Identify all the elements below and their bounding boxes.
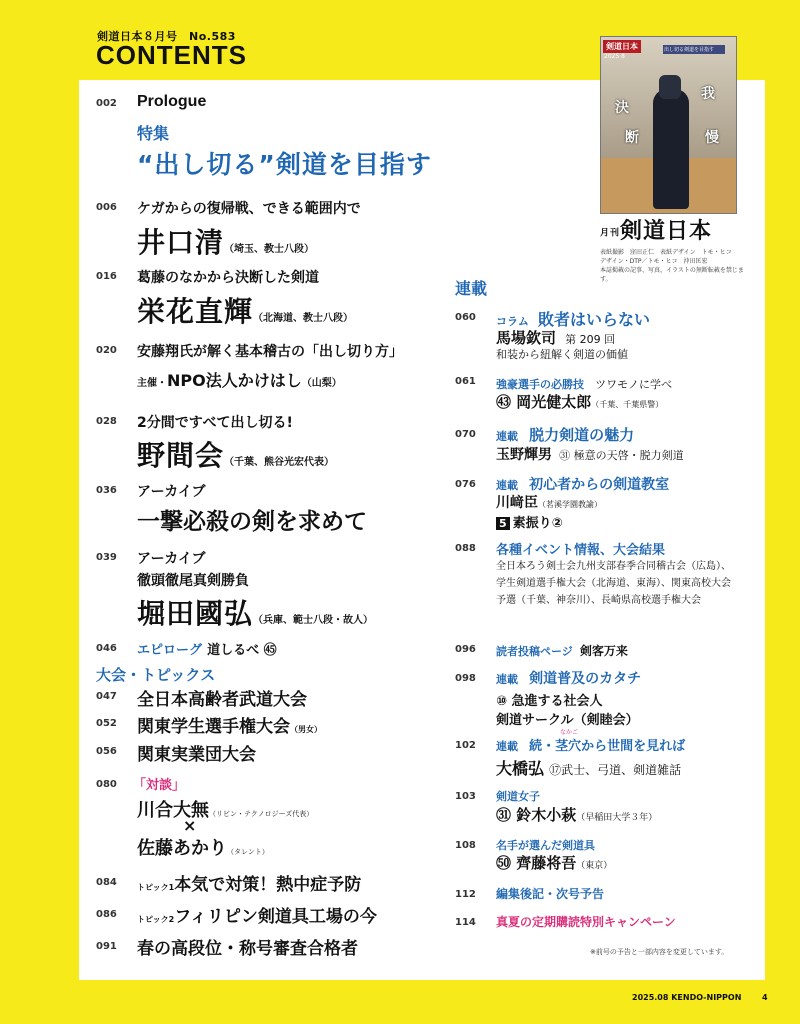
serial-line — [496, 327, 615, 348]
author-meta: （茗溪学園教諭） — [538, 500, 602, 509]
article-meta: （山梨） — [301, 378, 342, 389]
topic-label: トピック1 — [137, 883, 175, 892]
topic-link[interactable] — [137, 902, 377, 927]
article-name: 野間会 — [137, 439, 225, 472]
page-num: 098 — [455, 673, 476, 684]
cover-title-text: 剣道日本 — [620, 218, 713, 244]
cover-headline: 出し切る剣道を目指す — [663, 45, 725, 54]
editorial-link[interactable]: 編集後記・次号予告 — [496, 887, 605, 901]
serial-label[interactable]: 名手が選んだ剣道具 — [496, 839, 595, 852]
serial-title-row[interactable] — [496, 373, 672, 392]
epilogue-link[interactable] — [137, 639, 277, 658]
page-num: 088 — [455, 543, 476, 554]
article-meta: （千葉、熊谷光宏代表） — [224, 457, 335, 468]
serial-sublabel: ツワモノに学べ — [595, 378, 672, 391]
article-subtitle: アーカイブ — [137, 484, 206, 500]
serial-title-row[interactable] — [496, 668, 641, 688]
cover-figure-head — [659, 75, 681, 99]
serial-title-row[interactable] — [496, 424, 634, 445]
article-subtitle: アーカイブ — [137, 551, 206, 567]
cover-char: 決 — [615, 100, 629, 116]
article-link[interactable] — [137, 592, 373, 632]
page-num: 028 — [96, 416, 117, 427]
tournament-link[interactable]: 全日本高齢者武道大会 — [137, 690, 307, 710]
serial-heading: 連載 — [455, 279, 488, 298]
serial-label: コラム — [496, 315, 529, 328]
author-name: ㉛ 鈴木小萩 — [496, 806, 577, 824]
campaign-link[interactable]: 真夏の定期購読特別キャンペーン — [496, 915, 676, 929]
serial-line — [496, 391, 663, 412]
person-name: 川合大無 — [137, 800, 209, 821]
article-name: 井口清 — [137, 226, 225, 259]
tournament-link[interactable]: 関東実業団大会 — [137, 745, 256, 765]
credit-line: 表紙撮影 窪田正仁 表紙デザイン トモ・ヒコ — [600, 249, 732, 256]
author-name: ㊿ 齊藤将吾 — [496, 854, 577, 872]
topic-link[interactable]: 春の高段位・称号審査合格者 — [137, 939, 358, 959]
article-meta: （兵庫、範士八段・故人） — [253, 615, 374, 626]
article-link[interactable]: 一撃必殺の剣を求めて — [137, 509, 367, 535]
tournament-title: 関東学生選手権大会 — [137, 717, 290, 737]
serial-title: 剣客万来 — [579, 644, 628, 658]
page-num: 102 — [455, 740, 476, 751]
person-name: 佐藤あかり — [137, 838, 227, 859]
page-num: 006 — [96, 202, 117, 213]
page-num: 052 — [96, 718, 117, 729]
page-num: 086 — [96, 909, 117, 920]
serial-label: 読者投稿ページ — [496, 645, 573, 658]
credit-line: デザイン・DTP／トモ・ヒコ 沖田匡宏 — [600, 258, 708, 265]
article-name: 栄花直輝 — [137, 295, 254, 328]
serial-label: 連載 — [496, 740, 518, 753]
serial-title-row[interactable] — [496, 735, 685, 754]
cover-issue: 2025 8 — [604, 53, 625, 60]
article-link[interactable] — [137, 434, 334, 474]
article-subtitle: ケガからの復帰戦、できる範囲内で — [137, 201, 361, 217]
serial-title: 続・茎穴から世間を見れば — [529, 739, 686, 754]
page-num: 076 — [455, 479, 476, 490]
page-num: 112 — [455, 889, 476, 900]
contents-title: CONTENTS — [96, 40, 247, 70]
person-meta: （タレント） — [227, 848, 269, 856]
taidan-person[interactable] — [137, 834, 269, 860]
article-subtitle: 葛藤のなかから決断した剣道 — [137, 270, 319, 286]
author-name: ㊸ 岡光健太郎 — [496, 393, 592, 411]
tournament-heading: 大会・トピックス — [96, 666, 216, 684]
article-subtitle: 徹頭徹尾真剣勝負 — [137, 573, 249, 589]
cover-image — [600, 36, 737, 214]
serial-desc: ㉛ 極意の天啓・脱力剣道 — [559, 449, 684, 462]
serial-line — [496, 444, 684, 464]
org-prefix: 主催・ — [137, 378, 167, 389]
author-name: 大橋弘 — [496, 759, 545, 778]
article-name: NPO法人かけはし — [167, 371, 302, 390]
cover-figure — [653, 89, 689, 209]
cover-char: 断 — [625, 130, 639, 146]
page-num: 056 — [96, 746, 117, 757]
page-num: 061 — [455, 376, 476, 387]
person-meta: （リビン・テクノロジーズ代表） — [209, 810, 314, 818]
page-num: 002 — [96, 98, 117, 109]
events-title[interactable]: 各種イベント情報、大会結果 — [496, 543, 666, 558]
page-num: 070 — [455, 429, 476, 440]
change-note: ※前号の予告と一部内容を変更しています。 — [590, 948, 729, 956]
author-meta: （千葉、千葉県警） — [591, 400, 664, 409]
cover-logo: 剣道日本 — [603, 40, 641, 53]
serial-title: 脱力剣道の魅力 — [529, 426, 635, 444]
footer-publication: 2025.08 KENDO-NIPPON — [632, 993, 742, 1002]
credit-line: 本誌掲載の記事、写真、イラストの無断転載を禁じます。 — [600, 267, 744, 283]
author-name: 玉野輝男 — [496, 447, 552, 463]
serial-title: 敗者はいらない — [537, 310, 650, 329]
prologue-link[interactable]: Prologue — [137, 93, 207, 110]
author-name: 川﨑臣 — [496, 495, 538, 511]
cover-title — [600, 214, 737, 245]
cover-char: 我 — [701, 86, 715, 102]
article-meta: （埼玉、教士八段） — [224, 244, 315, 255]
page-num: 039 — [96, 552, 117, 563]
page-num: 108 — [455, 840, 476, 851]
topic-title: 本気で対策！熱中症予防 — [174, 875, 362, 895]
article-link[interactable] — [137, 368, 342, 391]
author-meta: （東京） — [576, 861, 613, 871]
serial-desc: ⑰武士、弓道、剣道雑話 — [549, 763, 682, 777]
serial-episode — [496, 512, 563, 531]
page-num: 096 — [455, 644, 476, 655]
serial-label: 連載 — [496, 430, 518, 443]
serial-desc: 剣道サークル（剣睦会） — [496, 713, 639, 728]
serial-label[interactable]: 剣道女子 — [496, 790, 540, 803]
serial-label: 連載 — [496, 479, 518, 492]
article-subtitle: 2分間ですべて出し切る! — [137, 415, 293, 431]
serial-line — [496, 852, 612, 873]
topic-title: フィリピン剣道具工場の今 — [174, 907, 377, 927]
page-num: 080 — [96, 779, 117, 790]
epilogue-title: 道しるべ ㊺ — [207, 643, 277, 658]
author-meta: （早稲田大学３年） — [576, 813, 658, 823]
article-meta: （北海道、教士八段） — [253, 313, 354, 324]
serial-title-row[interactable] — [496, 640, 628, 659]
taidan-label: 「対談」 — [133, 778, 186, 793]
cover-char: 慢 — [705, 130, 719, 146]
tournament-meta: （男女） — [290, 725, 322, 734]
taidan-cross: × — [183, 816, 197, 835]
topic-link[interactable] — [137, 870, 361, 895]
ruby-text: なかご — [560, 729, 579, 736]
page-num: 020 — [96, 345, 117, 356]
cover-title-prefix: 月刊 — [600, 228, 621, 239]
events-body: 全日本ろう剣士会九州支部春季合同稽古会（広島）、学生剣道選手権大会（北海道、東海）、関東高校大会予選（千葉、神奈川）、長崎県高校選手権大会 — [496, 561, 731, 606]
serial-line — [496, 804, 657, 825]
episode-title: 素振り② — [512, 516, 563, 531]
serial-title: 初心者からの剣道教室 — [529, 477, 670, 493]
page-num: 091 — [96, 941, 117, 952]
article-name: 堀田國弘 — [137, 597, 254, 630]
serial-desc: 和装から紐解く剣道の価値 — [496, 348, 628, 361]
footer-page-number: 4 — [762, 993, 768, 1002]
page-num: 016 — [96, 271, 117, 282]
taidan-person[interactable] — [137, 796, 313, 822]
page-num: 046 — [96, 643, 117, 654]
page-num: 114 — [455, 917, 476, 928]
article-link[interactable] — [137, 290, 353, 330]
topic-label: トピック2 — [137, 915, 175, 924]
page-num: 084 — [96, 877, 117, 888]
article-subtitle: 安藤翔氏が解く基本稽古の「出し切り方」 — [137, 344, 403, 360]
serial-desc: ⑩ 急進する社会人 — [496, 694, 603, 709]
article-link[interactable] — [137, 221, 314, 261]
serial-title: 剣道普及のカタチ — [529, 671, 642, 687]
serial-line — [496, 492, 602, 512]
page-num: 103 — [455, 791, 476, 802]
serial-title-row[interactable] — [496, 474, 669, 494]
page-num: 036 — [96, 485, 117, 496]
episode-number: 5 — [496, 517, 510, 530]
serial-label: 強豪選手の必勝技 — [496, 378, 584, 391]
magazine-issue: 剣道日本８月号 No.583 — [97, 30, 236, 43]
epilogue-label: エピローグ — [137, 643, 203, 658]
page-num: 047 — [96, 691, 117, 702]
author-name: 馬場欽司 — [496, 329, 557, 347]
feature-title[interactable]: “出し切る”剣道を目指す — [137, 150, 432, 179]
serial-issue: 第 209 回 — [565, 333, 616, 346]
serial-line — [496, 756, 681, 779]
tournament-link[interactable] — [137, 712, 322, 737]
cover-credits — [600, 248, 745, 284]
page-num: 060 — [455, 312, 476, 323]
serial-label: 連載 — [496, 673, 518, 686]
feature-label: 特集 — [137, 124, 170, 143]
